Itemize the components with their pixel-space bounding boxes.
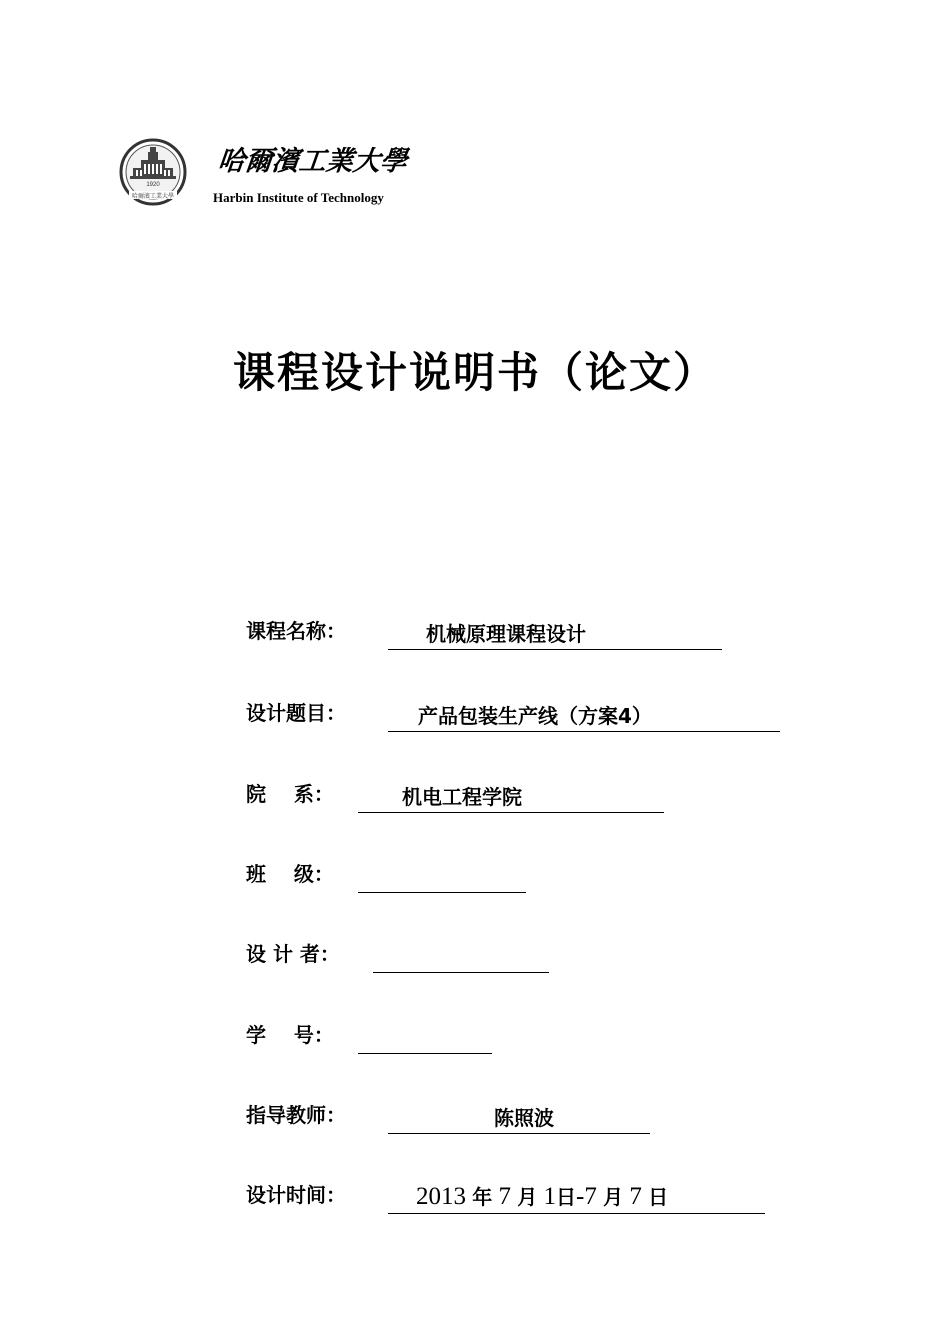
advisor-field — [246, 1094, 656, 1134]
department-label: 院 系： — [246, 782, 334, 806]
advisor-label: 指导教师： — [246, 1103, 346, 1127]
document-title: 课程设计说明书（论文） — [232, 348, 717, 397]
design-topic-value: 产品包装生产线（方案4） — [418, 704, 652, 728]
university-name-en: Harbin Institute of Technology — [213, 190, 384, 205]
course-name-value: 机械原理课程设计 — [426, 622, 586, 646]
course-name-field — [246, 610, 726, 650]
university-seal-logo — [119, 138, 187, 206]
design-time-start-month: 7 — [498, 1183, 511, 1210]
department-value: 机电工程学院 — [402, 785, 522, 809]
class-field — [246, 853, 536, 893]
student-id-label: 学 号： — [246, 1023, 334, 1047]
student-id-underline — [358, 1023, 492, 1054]
design-time-start-day: 1 — [543, 1183, 556, 1210]
design-time-year-char: 年 — [472, 1185, 493, 1209]
design-time-end-day: 7 — [629, 1183, 642, 1210]
seal-text: 哈爾濱工業大學 — [131, 193, 175, 200]
design-time-value — [416, 1181, 668, 1211]
design-topic-label: 设计题目： — [246, 701, 346, 725]
design-time-field — [246, 1174, 770, 1214]
university-name-cn: 哈爾濱工業大學 — [216, 146, 409, 177]
class-label: 班 级： — [246, 862, 334, 886]
design-topic-field — [246, 692, 786, 732]
design-time-end-day-char: 日 — [648, 1185, 669, 1209]
designer-label: 设 计 者： — [246, 942, 340, 966]
designer-underline — [373, 942, 549, 973]
design-time-end-month: -7 — [576, 1183, 597, 1210]
design-time-year: 2013 — [416, 1183, 466, 1210]
design-time-day-char: 日 — [556, 1185, 576, 1209]
design-time-label: 设计时间： — [246, 1183, 346, 1207]
design-time-month-char: 月 — [517, 1185, 538, 1209]
student-id-field — [246, 1014, 496, 1054]
department-field — [246, 773, 666, 813]
seal-year: 1920 — [146, 182, 160, 188]
class-underline — [358, 862, 526, 893]
course-name-label: 课程名称： — [246, 619, 346, 643]
designer-field — [246, 933, 556, 973]
design-time-end-month-char: 月 — [603, 1185, 624, 1209]
advisor-value: 陈照波 — [494, 1106, 554, 1130]
